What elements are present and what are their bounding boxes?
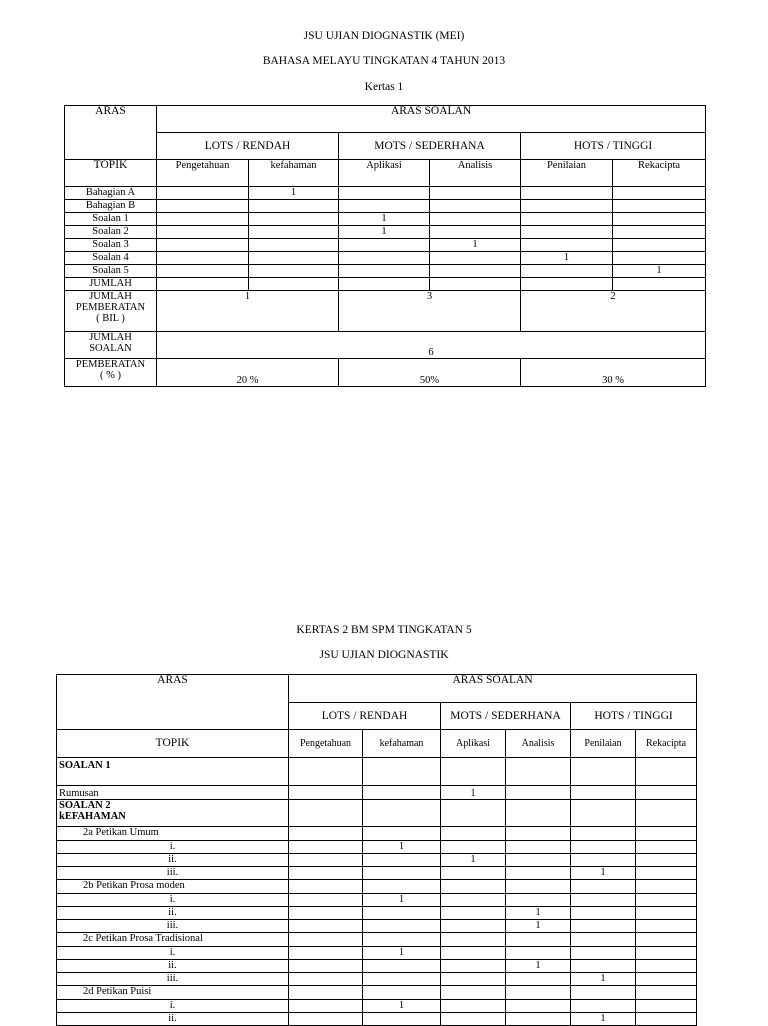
table-cell	[571, 947, 636, 960]
table-cell	[339, 265, 430, 278]
table-cell	[289, 933, 363, 947]
table-cell	[289, 986, 363, 1000]
table-row	[65, 265, 706, 278]
table-row	[57, 907, 697, 920]
table-cell: 1	[571, 973, 636, 986]
t2-col-header: Aplikasi	[441, 730, 506, 758]
table-cell	[636, 920, 697, 933]
table-cell: 1	[363, 894, 441, 907]
table-cell	[441, 973, 506, 986]
table-cell	[289, 960, 363, 973]
table-cell	[249, 278, 339, 291]
table-cell	[289, 907, 363, 920]
table-row	[57, 867, 697, 880]
row-label: ii.	[57, 854, 289, 867]
table-cell: 1	[506, 907, 571, 920]
table-cell	[441, 758, 506, 786]
t1-bil-lots: 1	[157, 291, 339, 332]
row-label: Soalan 3	[65, 239, 157, 252]
table-cell	[636, 986, 697, 1000]
table-cell	[636, 1000, 697, 1013]
doc1-title-2: BAHASA MELAYU TINGKATAN 4 TAHUN 2013	[262, 55, 506, 67]
t1-jumlah-soalan-value: 6	[157, 332, 706, 359]
t1-col-header: Penilaian	[521, 160, 613, 187]
table-cell	[339, 278, 430, 291]
table-cell	[289, 854, 363, 867]
t1-topik-header: TOPIK	[65, 160, 157, 187]
table-cell	[506, 986, 571, 1000]
table-cell	[363, 986, 441, 1000]
table-cell: 1	[571, 867, 636, 880]
row-label: i.	[57, 841, 289, 854]
t2-lots-header: LOTS / RENDAH	[289, 703, 441, 730]
table-cell	[430, 213, 521, 226]
table-cell	[289, 786, 363, 800]
table-cell	[441, 947, 506, 960]
t1-mots-header: MOTS / SEDERHANA	[339, 133, 521, 160]
table-cell	[441, 933, 506, 947]
row-label: Rumusan	[57, 786, 289, 800]
table-cell	[506, 827, 571, 841]
table-cell	[613, 187, 706, 200]
table-cell	[521, 187, 613, 200]
table-cell	[157, 278, 249, 291]
table-cell	[441, 880, 506, 894]
table-cell	[506, 973, 571, 986]
table-cell	[430, 278, 521, 291]
table-cell	[441, 1000, 506, 1013]
table-cell: 1	[339, 226, 430, 239]
table-row	[65, 252, 706, 265]
table-row	[57, 1000, 697, 1013]
table-cell	[363, 880, 441, 894]
table-cell	[571, 894, 636, 907]
doc1-title-3: Kertas 1	[364, 81, 404, 93]
t2-col-header: Penilaian	[571, 730, 636, 758]
t1-jumlah-soalan-label: JUMLAH SOALAN	[65, 332, 157, 359]
table-cell	[289, 894, 363, 907]
kertas1-jsu-table	[64, 105, 706, 387]
table-cell	[571, 827, 636, 841]
table-cell	[157, 252, 249, 265]
group-row	[57, 933, 697, 947]
table-cell: 1	[441, 854, 506, 867]
table-cell	[430, 252, 521, 265]
table-cell	[249, 226, 339, 239]
t2-hots-header: HOTS / TINGGI	[571, 703, 697, 730]
group-row	[57, 986, 697, 1000]
table-cell	[339, 239, 430, 252]
table-cell	[506, 933, 571, 947]
table-cell	[339, 187, 430, 200]
t2-col-header: Rekacipta	[636, 730, 697, 758]
table-cell: 1	[521, 252, 613, 265]
table-cell	[521, 278, 613, 291]
table-cell	[157, 213, 249, 226]
table-cell	[430, 200, 521, 213]
t1-bil-hots: 2	[521, 291, 706, 332]
table-cell	[289, 800, 363, 827]
table-cell	[613, 252, 706, 265]
table-cell	[636, 947, 697, 960]
table-cell	[363, 867, 441, 880]
group-label: 2b Petikan Prosa moden	[57, 880, 289, 894]
t1-lots-header: LOTS / RENDAH	[157, 133, 339, 160]
row-label: Soalan 5	[65, 265, 157, 278]
table-cell	[521, 200, 613, 213]
table-cell	[363, 786, 441, 800]
table-cell	[521, 265, 613, 278]
table-cell	[636, 867, 697, 880]
table-cell	[289, 947, 363, 960]
table-cell	[157, 187, 249, 200]
table-cell	[571, 960, 636, 973]
table-cell	[521, 226, 613, 239]
table-cell	[441, 841, 506, 854]
table-row	[57, 894, 697, 907]
table-cell	[506, 841, 571, 854]
table-cell	[441, 960, 506, 973]
table-cell	[363, 907, 441, 920]
table-cell	[613, 226, 706, 239]
table-cell: 1	[506, 920, 571, 933]
table-cell	[289, 1000, 363, 1013]
table-cell	[249, 265, 339, 278]
table-cell	[636, 960, 697, 973]
table-cell	[157, 200, 249, 213]
table-row	[57, 920, 697, 933]
table-row	[57, 960, 697, 973]
table-cell	[636, 827, 697, 841]
table-cell	[363, 800, 441, 827]
row-label: Bahagian B	[65, 200, 157, 213]
table-cell	[441, 894, 506, 907]
table-cell	[430, 265, 521, 278]
table-cell	[506, 758, 571, 786]
table-cell	[363, 933, 441, 947]
row-label: iii.	[57, 973, 289, 986]
table-cell: 1	[339, 213, 430, 226]
row-label: ii.	[57, 907, 289, 920]
table-cell	[249, 200, 339, 213]
table-row	[65, 226, 706, 239]
table-row	[65, 278, 706, 291]
table-cell	[571, 933, 636, 947]
table-cell	[363, 920, 441, 933]
table-cell	[571, 758, 636, 786]
table-cell	[249, 213, 339, 226]
table-cell	[363, 827, 441, 841]
t1-hots-header: HOTS / TINGGI	[521, 133, 706, 160]
table-cell	[571, 880, 636, 894]
t2-aras-soalan-header: ARAS SOALAN	[289, 675, 697, 703]
table-row	[65, 239, 706, 252]
table-cell	[289, 973, 363, 986]
table-cell	[571, 786, 636, 800]
table-cell	[636, 800, 697, 827]
row-label: i.	[57, 1000, 289, 1013]
table-cell	[521, 213, 613, 226]
t2-mots-header: MOTS / SEDERHANA	[441, 703, 571, 730]
table-cell	[363, 854, 441, 867]
row-label: Bahagian A	[65, 187, 157, 200]
table-row	[65, 200, 706, 213]
row-label: iii.	[57, 920, 289, 933]
table-row	[57, 786, 697, 800]
table-cell	[636, 786, 697, 800]
t1-bil-mots: 3	[339, 291, 521, 332]
table-cell	[157, 265, 249, 278]
soalan2-label: SOALAN 2 kEFAHAMAN	[57, 800, 289, 827]
table-cell	[571, 907, 636, 920]
group-label: 2d Petikan Puisi	[57, 986, 289, 1000]
t1-pct-hots: 30 %	[521, 359, 706, 387]
table-cell	[636, 933, 697, 947]
t1-jumlah-pemberatan-label: JUMLAH PEMBERATAN ( BIL )	[65, 291, 157, 332]
table-cell	[636, 841, 697, 854]
t1-col-header: Rekacipta	[613, 160, 706, 187]
group-label: 2c Petikan Prosa Tradisional	[57, 933, 289, 947]
t1-col-header: Aplikasi	[339, 160, 430, 187]
table-cell	[636, 973, 697, 986]
table-cell	[339, 200, 430, 213]
t1-pct-mots: 50%	[339, 359, 521, 387]
table-cell	[441, 907, 506, 920]
table-row	[57, 947, 697, 960]
table-cell: 1	[571, 1013, 636, 1026]
table-cell	[363, 960, 441, 973]
table-cell	[636, 854, 697, 867]
row-label: iii.	[57, 867, 289, 880]
table-cell: 1	[363, 841, 441, 854]
group-row	[57, 827, 697, 841]
table-cell	[506, 894, 571, 907]
t1-pemberatan-pct-label: PEMBERATAN ( % )	[65, 359, 157, 387]
table-cell	[506, 1000, 571, 1013]
row-label: ii.	[57, 960, 289, 973]
table-cell	[157, 239, 249, 252]
row-label: i.	[57, 947, 289, 960]
table-cell	[636, 758, 697, 786]
t1-aras-header: ARAS	[65, 106, 157, 160]
table-cell	[441, 800, 506, 827]
table-row	[57, 800, 697, 827]
table-cell	[571, 841, 636, 854]
table-cell: 1	[613, 265, 706, 278]
table-row	[57, 841, 697, 854]
table-cell	[571, 986, 636, 1000]
table-cell	[441, 827, 506, 841]
table-cell: 1	[363, 947, 441, 960]
t1-aras-soalan-header: ARAS SOALAN	[157, 106, 706, 133]
table-cell	[441, 920, 506, 933]
table-cell	[441, 867, 506, 880]
t2-col-header: kefahaman	[363, 730, 441, 758]
row-label: Soalan 1	[65, 213, 157, 226]
table-cell: 1	[249, 187, 339, 200]
table-cell	[289, 758, 363, 786]
group-label: 2a Petikan Umum	[57, 827, 289, 841]
table-cell	[430, 187, 521, 200]
table-cell	[289, 841, 363, 854]
row-label: JUMLAH	[65, 278, 157, 291]
table-cell	[571, 854, 636, 867]
kertas2-jsu-table	[56, 674, 697, 1026]
table-cell	[571, 1000, 636, 1013]
table-cell	[430, 226, 521, 239]
table-cell	[506, 867, 571, 880]
t2-topik-header: TOPIK	[57, 730, 289, 758]
table-cell	[363, 973, 441, 986]
row-label: i.	[57, 894, 289, 907]
table-cell	[249, 239, 339, 252]
row-label: Soalan 2	[65, 226, 157, 239]
t2-col-header: Pengetahuan	[289, 730, 363, 758]
table-cell	[289, 867, 363, 880]
table-row	[65, 213, 706, 226]
table-row	[57, 973, 697, 986]
table-cell	[363, 758, 441, 786]
table-cell	[249, 252, 339, 265]
t1-col-header: Analisis	[430, 160, 521, 187]
doc2-title-1: KERTAS 2 BM SPM TINGKATAN 5	[296, 624, 472, 636]
table-cell: 1	[441, 786, 506, 800]
table-cell	[636, 880, 697, 894]
row-label: ii.	[57, 1013, 289, 1026]
table-cell	[339, 252, 430, 265]
t2-col-header: Analisis	[506, 730, 571, 758]
table-cell	[506, 786, 571, 800]
t1-col-header: Pengetahuan	[157, 160, 249, 187]
table-cell	[289, 827, 363, 841]
group-row	[57, 880, 697, 894]
table-cell	[571, 800, 636, 827]
table-cell	[506, 880, 571, 894]
table-row	[65, 187, 706, 200]
table-cell	[289, 880, 363, 894]
table-cell	[613, 278, 706, 291]
table-cell	[289, 920, 363, 933]
doc1-title-1: JSU UJIAN DIOGNASTIK (MEI)	[303, 30, 465, 42]
t1-pct-lots: 20 %	[157, 359, 339, 387]
table-cell	[506, 800, 571, 827]
t1-col-header: kefahaman	[249, 160, 339, 187]
t2-aras-header: ARAS	[57, 675, 289, 730]
table-cell	[571, 920, 636, 933]
table-cell: 1	[430, 239, 521, 252]
table-cell: 1	[363, 1000, 441, 1013]
table-cell	[613, 200, 706, 213]
doc2-title-2: JSU UJIAN DIOGNASTIK	[319, 649, 449, 661]
table-cell	[613, 213, 706, 226]
table-cell	[521, 239, 613, 252]
table-cell: 1	[506, 960, 571, 973]
table-cell	[636, 907, 697, 920]
table-cell	[613, 239, 706, 252]
table-row	[57, 854, 697, 867]
table-cell	[636, 894, 697, 907]
table-cell	[441, 986, 506, 1000]
table-cell	[506, 854, 571, 867]
table-cell	[157, 226, 249, 239]
row-label: Soalan 4	[65, 252, 157, 265]
t2-soalan1-label: SOALAN 1	[57, 758, 289, 786]
table-cell	[506, 947, 571, 960]
